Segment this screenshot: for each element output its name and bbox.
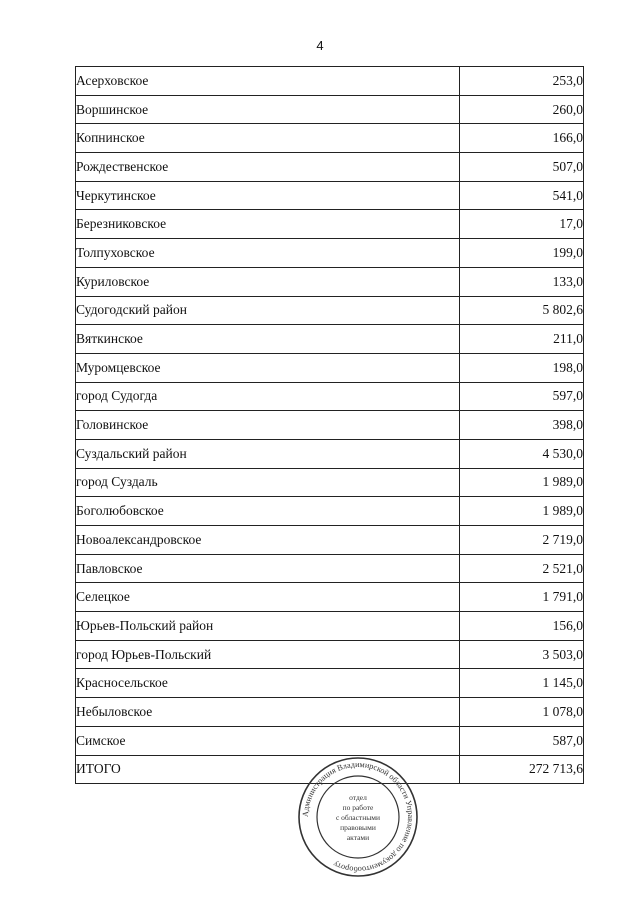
row-value-cell: 211,0 (460, 325, 584, 354)
row-name-cell: Рождественское (76, 153, 460, 182)
row-value-cell: 17,0 (460, 210, 584, 239)
stamp-line-5: актами (346, 833, 370, 842)
table-row (76, 124, 584, 153)
row-name-cell: Судогодский район (76, 296, 460, 325)
row-value-cell: 3 503,0 (460, 640, 584, 669)
table-row (76, 411, 584, 440)
row-value-cell: 133,0 (460, 267, 584, 296)
row-value-cell: 4 530,0 (460, 439, 584, 468)
row-name-cell: Куриловское (76, 267, 460, 296)
stamp-ring-textpath: Администрация Владимирской области Управление по документообороту (300, 759, 416, 875)
table-row (76, 153, 584, 182)
row-value-cell: 156,0 (460, 612, 584, 641)
row-name-cell: Толпуховское (76, 239, 460, 268)
row-value-cell: 260,0 (460, 95, 584, 124)
stamp-line-1: отдел (349, 793, 367, 802)
row-name-cell: Суздальский район (76, 439, 460, 468)
row-value-cell: 198,0 (460, 353, 584, 382)
row-value-cell: 199,0 (460, 239, 584, 268)
stamp-line-3: с областными (335, 813, 381, 822)
row-value-cell: 5 802,6 (460, 296, 584, 325)
row-name-cell: Новоалександровское (76, 526, 460, 555)
stamp-line-2: по работе (342, 803, 374, 812)
table-row (76, 67, 584, 96)
row-value-cell: 398,0 (460, 411, 584, 440)
row-name-cell: город Юрьев-Польский (76, 640, 460, 669)
row-name-cell: город Судогда (76, 382, 460, 411)
row-name-cell: Юрьев-Польский район (76, 612, 460, 641)
row-value-cell: 597,0 (460, 382, 584, 411)
row-value-cell: 2 521,0 (460, 554, 584, 583)
row-name-cell: ИТОГО (76, 755, 460, 784)
table-row (76, 726, 584, 755)
row-name-cell: Муромцевское (76, 353, 460, 382)
table-body (76, 67, 584, 784)
table-row (76, 439, 584, 468)
table-row (76, 497, 584, 526)
row-name-cell: Боголюбовское (76, 497, 460, 526)
row-name-cell: Небыловское (76, 698, 460, 727)
row-name-cell: Воршинское (76, 95, 460, 124)
table-row (76, 181, 584, 210)
row-name-cell: Симское (76, 726, 460, 755)
row-value-cell: 1 989,0 (460, 468, 584, 497)
table-row (76, 353, 584, 382)
row-value-cell: 253,0 (460, 67, 584, 96)
row-name-cell: Красносельское (76, 669, 460, 698)
table-row (76, 583, 584, 612)
row-name-cell: Вяткинское (76, 325, 460, 354)
row-name-cell: Копнинское (76, 124, 460, 153)
row-name-cell: город Суздаль (76, 468, 460, 497)
row-value-cell: 1 989,0 (460, 497, 584, 526)
table-row (76, 239, 584, 268)
row-value-cell: 2 719,0 (460, 526, 584, 555)
row-value-cell: 166,0 (460, 124, 584, 153)
page-number: 4 (316, 38, 324, 53)
row-name-cell: Головинское (76, 411, 460, 440)
row-value-cell: 541,0 (460, 181, 584, 210)
table-row (76, 296, 584, 325)
data-table (75, 66, 584, 784)
row-value-cell: 272 713,6 (460, 755, 584, 784)
row-name-cell: Павловское (76, 554, 460, 583)
row-value-cell: 1 145,0 (460, 669, 584, 698)
table-row (76, 612, 584, 641)
row-name-cell: Березниковское (76, 210, 460, 239)
table-row (76, 95, 584, 124)
table-row (76, 468, 584, 497)
stamp-line-4: правовыми (340, 823, 376, 832)
row-value-cell: 587,0 (460, 726, 584, 755)
table-row (76, 669, 584, 698)
official-stamp (296, 755, 420, 879)
row-value-cell: 1 078,0 (460, 698, 584, 727)
table-row (76, 325, 584, 354)
row-name-cell: Черкутинское (76, 181, 460, 210)
table-row (76, 698, 584, 727)
table-row (76, 526, 584, 555)
row-name-cell: Асерховское (76, 67, 460, 96)
table-row (76, 382, 584, 411)
table-row (76, 267, 584, 296)
table-row (76, 640, 584, 669)
row-value-cell: 507,0 (460, 153, 584, 182)
table-row (76, 554, 584, 583)
row-value-cell: 1 791,0 (460, 583, 584, 612)
row-name-cell: Селецкое (76, 583, 460, 612)
table-row (76, 210, 584, 239)
